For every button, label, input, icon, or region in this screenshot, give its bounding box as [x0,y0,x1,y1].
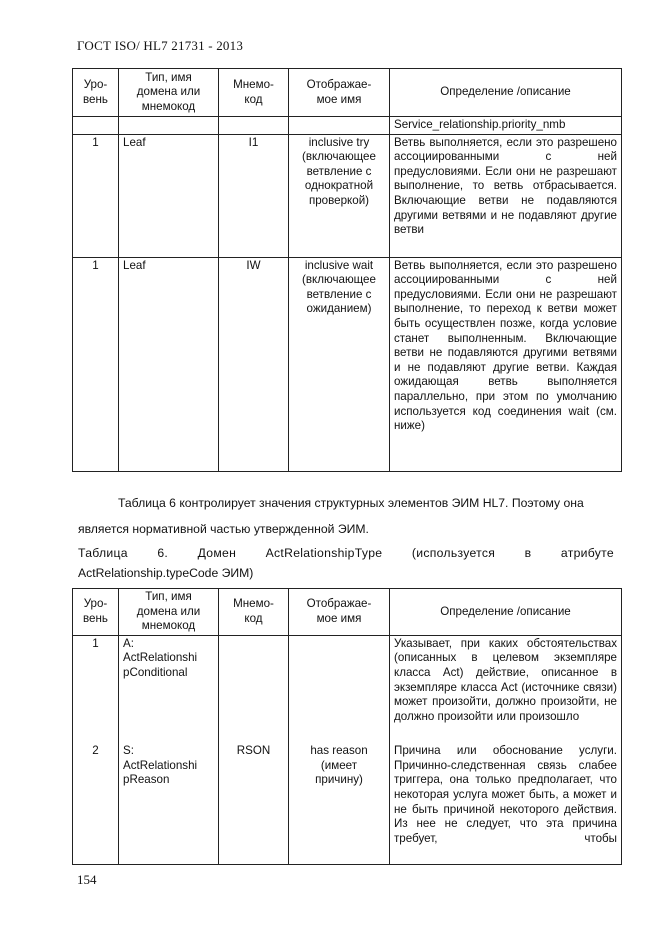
table-row [73,134,622,257]
row-display-name [289,635,390,743]
row-level: 1 [73,134,119,257]
body-paragraph: Таблица 6 контролирует значения структурных элементов ЭИМ HL7. Поэтому она является нормативной частью утвержденной ЭИМ. [78,496,584,536]
col-header-display-name: Отображае- мое имя [289,69,390,117]
row-type: Leaf [119,257,219,471]
row-display-name: inclusive wait (включающее ветвление с ожиданием) [289,257,390,471]
page-number: 154 [77,872,97,887]
table-row [73,743,622,864]
domain-table-continued [72,68,622,472]
row-definition: Причина или обоснование услуги. Причинно-следственная связь слабее триггера, она только предполагает, что некоторая услуга может быть, а может и не быть причиной некоторого действия. Из нее не следует, что эта причина требует, чтобы [390,743,622,864]
col-header-display-name: Отображае- мое имя [289,589,390,636]
row-level: 2 [73,743,119,864]
row-mnemonic: I1 [219,134,289,257]
row-type: S: ActRelationshi pReason [119,743,219,864]
col-header-definition: Определение /описание [390,69,622,117]
col-header-level: Уро- вень [73,589,119,636]
col-header-mnemonic: Мнемо- код [219,589,289,636]
continuation-cell: Service_relationship.priority_nmb [390,117,622,135]
col-header-definition: Определение /описание [390,589,622,636]
table-header-row [73,69,622,117]
row-display-name: inclusive try (включающее ветвление с однократной проверкой) [289,134,390,257]
table-row-continuation [73,117,622,135]
document-header: ГОСТ ISO/ HL7 21731 - 2013 [77,38,244,53]
table-caption: Таблица 6. Домен ActRelationshipType (используется в атрибуте [78,546,614,560]
row-definition: Ветвь выполняется, если это разрешено ассоциированными с ней предусловиями. Если они не разрешают выполнение, то переход к ветви может быть осуществлен позже, когда условие станет выполненным. Включающие ветви не подавляются другими ветвями и не подавляют другие ветви. Каждая ожидающая ветвь выполняется параллельно, при этом по умолчанию используется код соединения wait (см. ниже) [390,257,622,471]
table-row [73,635,622,743]
row-mnemonic: RSON [219,743,289,864]
col-header-type: Тип, имя домена или мнемокод [119,589,219,636]
table-header-row [73,589,622,636]
col-header-mnemonic: Мнемо- код [219,69,289,117]
col-header-level: Уро- вень [73,69,119,117]
row-type: A: ActRelationshi pConditional [119,635,219,743]
row-level: 1 [73,635,119,743]
row-type: Leaf [119,134,219,257]
table-row [73,257,622,471]
row-display-name: has reason (имеет причину) [289,743,390,864]
act-relationship-type-table [72,588,622,865]
row-definition: Указывает, при каких обстоятельствах (описанных в целевом экземпляре класса Act) действие, описанное в экземпляре класса Act (источнике связи) может произойти, должно произойти, не должно произойти или произошло [390,635,622,743]
col-header-type: Тип, имя домена или мнемокод [119,69,219,117]
row-definition: Ветвь выполняется, если это разрешено ассоциированными с ней предусловиями. Если они не разрешают выполнение, то ветвь отбрасывается. Включающие ветви не подавляются другими ветвями и не подавляют другие ветви [390,134,622,257]
row-level: 1 [73,257,119,471]
row-mnemonic: IW [219,257,289,471]
row-mnemonic [219,635,289,743]
table-caption-continued: ActRelationship.typeCode ЭИМ) [78,566,254,580]
